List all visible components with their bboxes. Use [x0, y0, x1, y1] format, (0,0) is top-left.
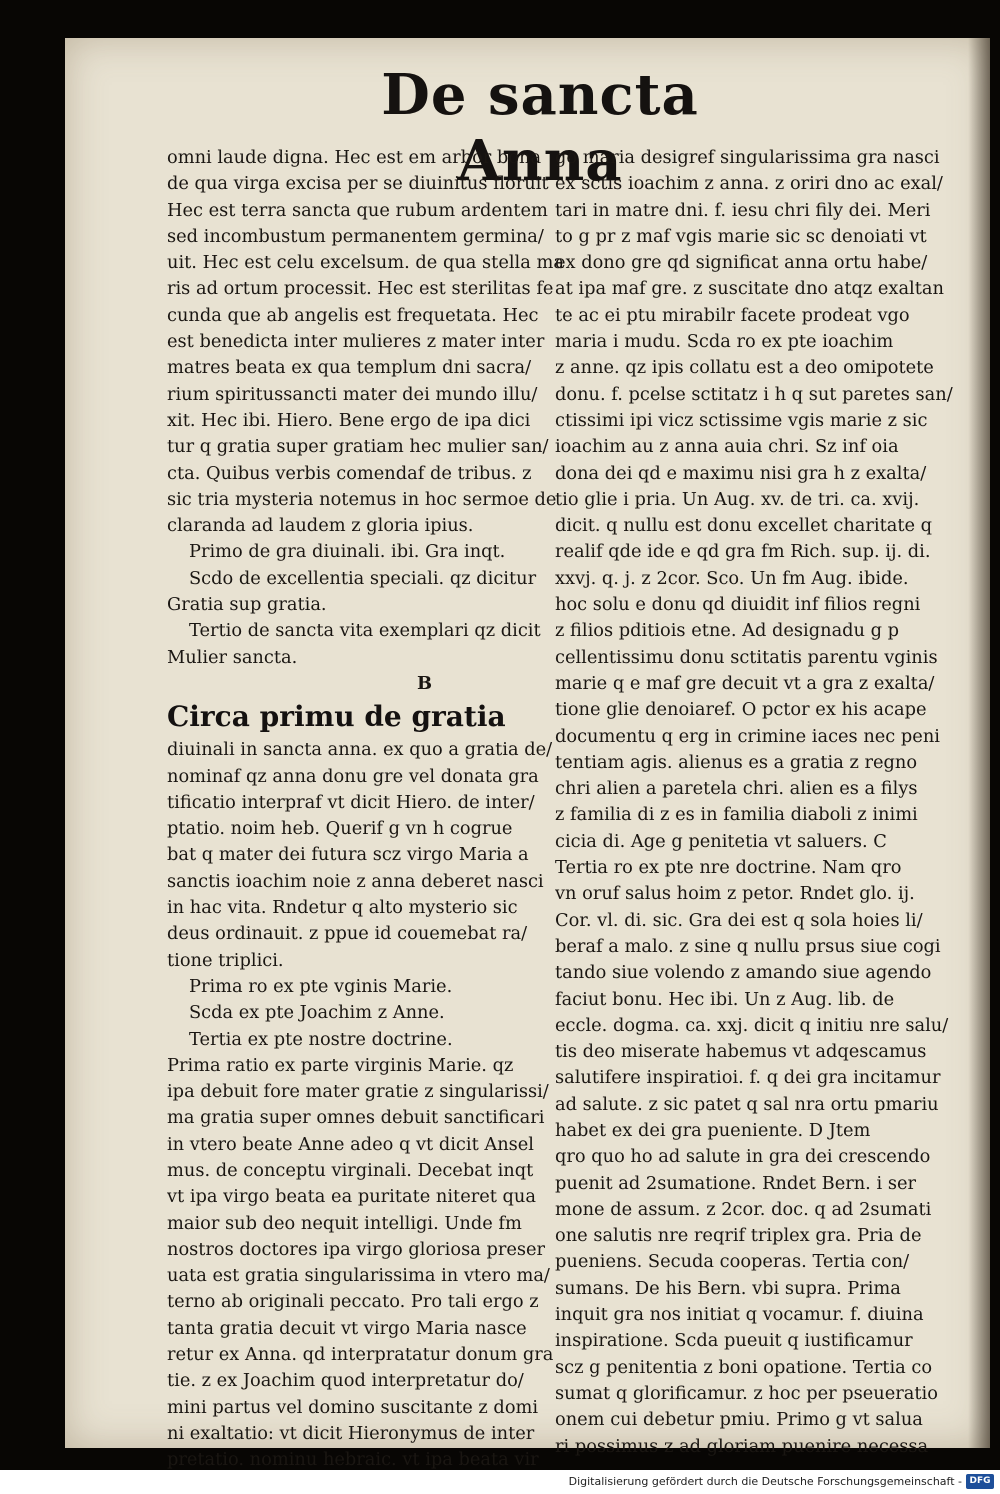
text-line: uit. Hec est celu excelsum. de qua stella ma: [167, 252, 564, 274]
text-line: tis deo miserate habemus vt adqescamus: [555, 1041, 927, 1063]
text-line: tione triplici.: [167, 949, 284, 971]
left-column: [167, 145, 607, 1474]
text-line: tentiam agis. alienus es a gratia z regno: [555, 751, 918, 773]
text-line: tando siue volendo z amando siue agendo: [555, 962, 932, 984]
text-line: inquit gra nos initiat q vocamur. f. diuina: [555, 1304, 924, 1326]
text-line: mini partus vel domino suscitante z domi: [167, 1396, 539, 1418]
text-line: est benedicta inter mulieres z mater inter: [167, 331, 545, 353]
text-line: vn oruf salus hoim z petor. Rndet glo. ij.: [555, 883, 915, 905]
text-line: dona dei qd e maximu nisi gra h z exalta/: [555, 462, 927, 484]
text-line: ma gratia super omnes debuit sanctificari: [167, 1107, 545, 1129]
text-line: cta. Quibus verbis comendaf de tribus. z: [167, 462, 532, 484]
text-line: diuinali in sancta anna. ex quo a gratia de/: [167, 739, 553, 761]
text-line: bat q mater dei futura scz virgo Maria a: [167, 844, 529, 866]
text-line: Scda ex pte Joachim z Anne.: [189, 1002, 445, 1024]
text-line: nostros doctores ipa virgo gloriosa preser: [167, 1238, 545, 1260]
right-column-text: [555, 145, 985, 1460]
footer-credit: Digitalisierung gefördert durch die Deutsche Forschungsgemeinschaft -: [568, 1475, 962, 1488]
text-line: z filios pditiois etne. Ad designadu g p: [555, 620, 900, 642]
text-line: Scdo de excellentia speciali. qz dicitur: [189, 567, 537, 589]
text-line: faciut bonu. Hec ibi. Un z Aug. lib. de: [555, 988, 895, 1010]
text-line: hoc solu e donu qd diuidit inf filios regni: [555, 594, 921, 616]
text-line: tificatio interpraf vt dicit Hiero. de inter/: [167, 791, 535, 813]
text-line: rium spiritussancti mater dei mundo illu/: [167, 383, 538, 405]
left-column-text-a: [167, 145, 607, 671]
footer-bar: [0, 1470, 1000, 1494]
text-line: Gratia sup gratia.: [167, 594, 327, 616]
text-line: ri possimus z ad gloriam puenire necessa: [555, 1435, 929, 1457]
text-line: go maria desigref singularissima gra nasci: [555, 147, 940, 168]
text-line: de qua virga excisa per se diuinitus floruit: [167, 173, 549, 195]
text-line: in vtero beate Anne adeo q vt dicit Ansel: [167, 1133, 534, 1155]
text-line: retur ex Anna. qd interpratatur donum gra: [167, 1344, 554, 1366]
section-marker: B: [417, 672, 433, 694]
text-line: sed incombustum permanentem germina/: [167, 225, 544, 247]
text-line: ad salute. z sic patet q sal nra ortu pmariu: [555, 1093, 939, 1115]
text-line: maior sub deo nequit intelligi. Unde fm: [167, 1212, 522, 1234]
text-line: ex sctis ioachim z anna. z oriri dno ac exal/: [555, 173, 943, 195]
text-line: z familia di z es in familia diaboli z inimi: [555, 804, 918, 826]
text-line: marie q e maf gre decuit vt a gra z exalta/: [555, 672, 935, 694]
text-line: tur q gratia super gratiam hec mulier san/: [167, 436, 549, 458]
text-line: ni exaltatio: vt dicit Hieronymus de inter: [167, 1422, 535, 1444]
text-line: Mulier sancta.: [167, 646, 298, 668]
text-line: ioachim au z anna auia chri. Sz inf oia: [555, 436, 899, 458]
text-line: cellentissimu donu sctitatis parentu vginis: [555, 646, 938, 668]
text-line: Cor. vl. di. sic. Gra dei est q sola hoies li/: [555, 909, 923, 931]
text-line: habet ex dei gra pueniente. D Jtem: [555, 1119, 871, 1141]
text-line: pretatio. nominu hebraic. vt ipa beata vir: [167, 1449, 539, 1471]
text-line: z anne. qz ipis collatu est a deo omipotete: [555, 357, 934, 379]
text-line: terno ab originali peccato. Pro tali ergo z: [167, 1291, 539, 1313]
text-line: documentu q erg in crimine iaces nec peni: [555, 725, 940, 747]
text-line: at ipa maf gre. z suscitate dno atqz exaltan: [555, 278, 944, 300]
text-line: vt ipa virgo beata ea puritate niteret qua: [167, 1186, 536, 1208]
text-line: tione glie denoiaref. O pctor ex his acape: [555, 699, 927, 721]
text-line: salutifere inspiratioi. f. q dei gra incitamur: [555, 1067, 941, 1089]
text-line: to g pr z maf vgis marie sic sc denoiati vt: [555, 225, 927, 247]
left-column-text-b: [167, 737, 607, 1473]
text-line: dicit. q nullu est donu excellet charitate q: [555, 515, 933, 537]
text-line: Prima ratio ex parte virginis Marie. qz: [167, 1054, 514, 1076]
text-line: Tertio de sancta vita exemplari qz dicit: [189, 620, 541, 642]
section-heading: Circa primu de gratia: [167, 700, 506, 734]
text-line: sumans. De his Bern. vbi supra. Prima: [555, 1277, 901, 1299]
text-line: sanctis ioachim noie z anna deberet nasci: [167, 870, 544, 892]
text-line: chri alien a paretela chri. alien es a filys: [555, 778, 918, 800]
text-line: te ac ei ptu mirabilr facete prodeat vgo: [555, 304, 910, 326]
text-line: ipa debuit fore mater gratie z singularissi/: [167, 1081, 549, 1103]
text-line: qro quo ho ad salute in gra dei crescendo: [555, 1146, 931, 1168]
text-line: ex dono gre qd significat anna ortu habe/: [555, 252, 928, 274]
page-title: De sancta Anna: [381, 62, 699, 194]
text-line: deus ordinauit. z ppue id couemebat ra/: [167, 923, 528, 945]
text-line: xxvj. q. j. z 2cor. Sco. Un fm Aug. ibide.: [555, 567, 909, 589]
text-line: claranda ad laudem z gloria ipius.: [167, 515, 474, 537]
text-line: puenit ad 2sumatione. Rndet Bern. i ser: [555, 1172, 916, 1194]
text-line: Primo de gra diuinali. ibi. Gra inqt.: [189, 541, 506, 563]
text-line: ptatio. noim heb. Querif g vn h cogrue: [167, 818, 513, 840]
text-line: pueniens. Secuda cooperas. Tertia con/: [555, 1251, 910, 1273]
text-line: tari in matre dni. f. iesu chri fily dei. Meri: [555, 199, 931, 221]
text-line: Tertia ex pte nostre doctrine.: [189, 1028, 453, 1050]
text-line: realif qde ide e qd gra fm Rich. sup. ij. di.: [555, 541, 931, 563]
text-line: ris ad ortum processit. Hec est sterilitas fe: [167, 278, 554, 300]
text-line: sic tria mysteria notemus in hoc sermoe de: [167, 488, 557, 510]
text-line: ctissimi ipi vicz sctissime vgis marie z sic: [555, 409, 928, 431]
text-line: tanta gratia decuit vt virgo Maria nasce: [167, 1317, 527, 1339]
dfg-logo: DFG: [966, 1474, 994, 1489]
text-line: cunda que ab angelis est frequetata. Hec: [167, 304, 539, 326]
text-line: beraf a malo. z sine q nullu prsus siue cogi: [555, 935, 941, 957]
text-line: tio glie i pria. Un Aug. xv. de tri. ca. xvij.: [555, 488, 920, 510]
text-line: cicia di. Age g penitetia vt saluers. C: [555, 830, 887, 852]
text-line: nominaf qz anna donu gre vel donata gra: [167, 765, 539, 787]
text-line: donu. f. pcelse sctitatz i h q sut paretes san/: [555, 383, 953, 405]
text-line: Prima ro ex pte vginis Marie.: [189, 975, 453, 997]
right-column: [555, 145, 985, 1460]
text-line: mone de assum. z 2cor. doc. q ad 2sumati: [555, 1198, 932, 1220]
text-line: inspiratione. Scda pueuit q iustificamur: [555, 1330, 913, 1352]
text-line: onem cui debetur pmiu. Primo g vt salua: [555, 1409, 923, 1431]
text-line: maria i mudu. Scda ro ex pte ioachim: [555, 331, 894, 353]
text-line: eccle. dogma. ca. xxj. dicit q initiu nre salu/: [555, 1014, 949, 1036]
text-line: one salutis nre reqrif triplex gra. Pria de: [555, 1225, 922, 1247]
text-line: mus. de conceptu virginali. Decebat inqt: [167, 1159, 534, 1181]
text-line: Hec est terra sancta que rubum ardentem: [167, 199, 548, 221]
text-line: Tertia ro ex pte nre doctrine. Nam qro: [555, 857, 902, 879]
text-line: uata est gratia singularissima in vtero ma/: [167, 1265, 550, 1287]
text-line: sumat q glorificamur. z hoc per pseueratio: [555, 1382, 938, 1404]
text-line: scz g penitentia z boni opatione. Tertia co: [555, 1356, 933, 1378]
text-line: tie. z ex Joachim quod interpretatur do/: [167, 1370, 524, 1392]
text-line: xit. Hec ibi. Hiero. Bene ergo de ipa dici: [167, 409, 531, 431]
text-line: in hac vita. Rndetur q alto mysterio sic: [167, 897, 518, 919]
text-line: matres beata ex qua templum dni sacra/: [167, 357, 532, 379]
text-line: omni laude digna. Hec est em arbor bona: [167, 147, 542, 168]
